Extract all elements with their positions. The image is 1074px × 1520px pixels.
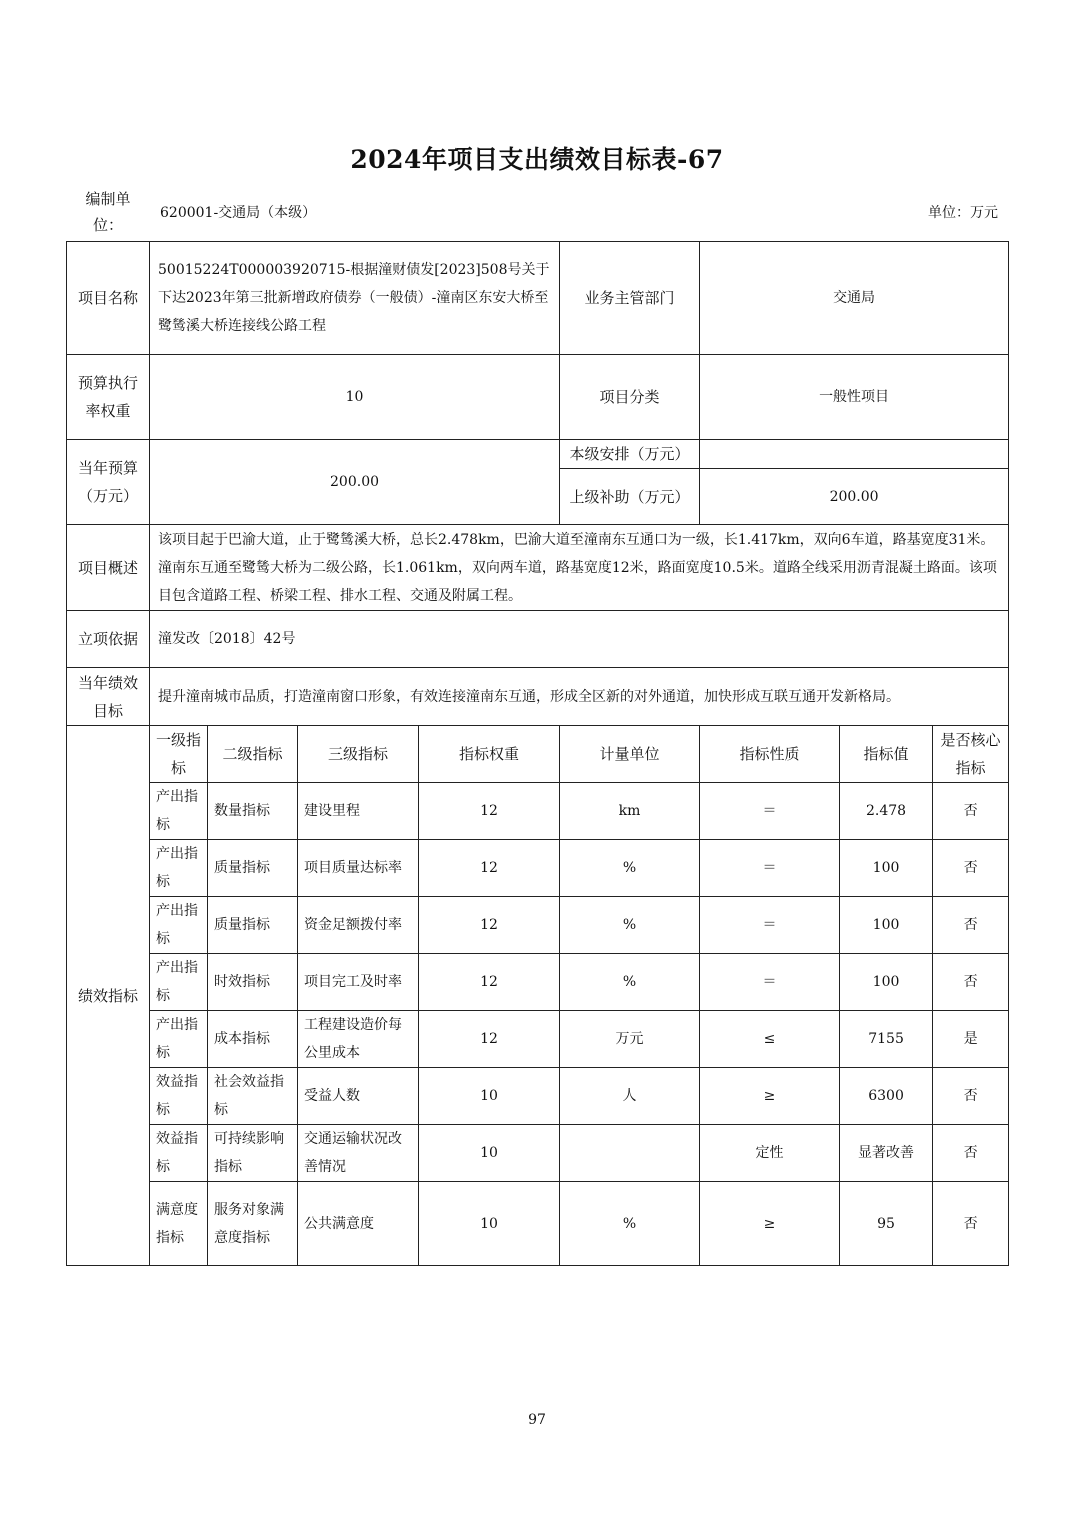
header-nature: 指标性质: [700, 726, 840, 783]
budget-label: 当年预算（万元）: [67, 440, 150, 525]
indicator-nature: ≥: [700, 1182, 840, 1266]
indicator-core: 否: [933, 783, 1009, 840]
org-value: 620001-交通局（本级）: [160, 205, 317, 221]
header-weight: 指标权重: [419, 726, 560, 783]
row-project-name: [67, 242, 1009, 355]
indicator-l2: 质量指标: [208, 897, 298, 954]
indicator-row: [67, 897, 1009, 954]
indicator-nature: 定性: [700, 1125, 840, 1182]
header-core: 是否核心指标: [933, 726, 1009, 783]
indicator-l3: 项目质量达标率: [298, 840, 419, 897]
indicator-weight: 10: [419, 1125, 560, 1182]
row-exec-weight: [67, 355, 1009, 440]
indicator-unit: %: [560, 897, 700, 954]
basis-value: 潼发改〔2018〕42号: [150, 611, 1009, 668]
local-label: 本级安排（万元）: [560, 440, 700, 469]
project-name-label: 项目名称: [67, 242, 150, 355]
indicator-weight: 10: [419, 1182, 560, 1266]
indicator-l3: 工程建设造价每公里成本: [298, 1011, 419, 1068]
performance-table: [66, 241, 1009, 1266]
indicator-unit: 人: [560, 1068, 700, 1125]
indicator-core: 否: [933, 1125, 1009, 1182]
unit-label: 单位：万元: [928, 205, 998, 221]
indicator-row: [67, 1068, 1009, 1125]
overview-value: 该项目起于巴渝大道，止于鹭鸶溪大桥，总长2.478km，巴渝大道至潼南东互通口为一级，长1.417km，双向6车道，路基宽度31米。潼南东互通至鹭鸶大桥为二级公路，长1.061km，双向两车道，路基宽度12米，路面宽度10.5米。道路全线采用沥青混凝土路面。该项目包含道路工程、桥梁工程、排水工程、交通及附属工程。: [150, 525, 1009, 611]
indicator-l1: 满意度指标: [150, 1182, 208, 1266]
indicator-l1: 产出指标: [150, 954, 208, 1011]
indicator-weight: 10: [419, 1068, 560, 1125]
indicator-nature: ≥: [700, 1068, 840, 1125]
indicator-value: 100: [840, 897, 933, 954]
indicator-weight: 12: [419, 783, 560, 840]
indicator-core: 否: [933, 840, 1009, 897]
indicator-weight: 12: [419, 897, 560, 954]
indicator-core: 是: [933, 1011, 1009, 1068]
indicator-l3: 受益人数: [298, 1068, 419, 1125]
indicator-weight: 12: [419, 954, 560, 1011]
indicator-l2: 社会效益指标: [208, 1068, 298, 1125]
indicator-unit: %: [560, 954, 700, 1011]
indicator-l1: 产出指标: [150, 897, 208, 954]
category-label: 项目分类: [560, 355, 700, 440]
indicator-core: 否: [933, 954, 1009, 1011]
indicator-nature: ＝: [700, 840, 840, 897]
indicator-unit: %: [560, 1182, 700, 1266]
exec-weight-label: 预算执行率权重: [67, 355, 150, 440]
indicator-core: 否: [933, 1182, 1009, 1266]
goal-value: 提升潼南城市品质，打造潼南窗口形象，有效连接潼南东互通，形成全区新的对外通道，加快形成互联互通开发新格局。: [150, 668, 1009, 726]
indicator-l2: 服务对象满意度指标: [208, 1182, 298, 1266]
indicator-l2: 时效指标: [208, 954, 298, 1011]
indicator-nature: ＝: [700, 897, 840, 954]
indicator-value: 100: [840, 954, 933, 1011]
indicator-row: [67, 783, 1009, 840]
indicator-l2: 质量指标: [208, 840, 298, 897]
indicators-label: 绩效指标: [67, 726, 150, 1266]
basis-label: 立项依据: [67, 611, 150, 668]
indicator-l3: 项目完工及时率: [298, 954, 419, 1011]
indicator-unit: %: [560, 840, 700, 897]
indicator-unit: 万元: [560, 1011, 700, 1068]
indicator-weight: 12: [419, 1011, 560, 1068]
org-label: 编制单位：: [85, 190, 131, 234]
row-basis: [67, 611, 1009, 668]
indicator-row: [67, 954, 1009, 1011]
header-l1: 一级指标: [150, 726, 208, 783]
project-name-value: 50015224T000003920715-根据潼财债发[2023]508号关于下达2023年第三批新增政府债券（一般债）-潼南区东安大桥至鹭鸶溪大桥连接线公路工程: [150, 242, 560, 355]
header-l2: 二级指标: [208, 726, 298, 783]
row-budget: [67, 440, 1009, 469]
indicator-row: [67, 1125, 1009, 1182]
indicator-l2: 可持续影响指标: [208, 1125, 298, 1182]
indicator-l3: 建设里程: [298, 783, 419, 840]
dept-value: 交通局: [700, 242, 1009, 355]
upper-value: 200.00: [700, 469, 1009, 525]
indicator-l3: 公共满意度: [298, 1182, 419, 1266]
indicator-l3: 资金足额拨付率: [298, 897, 419, 954]
indicator-row: [67, 1182, 1009, 1266]
indicator-l3: 交通运输状况改善情况: [298, 1125, 419, 1182]
indicator-l1: 产出指标: [150, 783, 208, 840]
indicator-l1: 产出指标: [150, 840, 208, 897]
indicator-value: 7155: [840, 1011, 933, 1068]
indicator-value: 显著改善: [840, 1125, 933, 1182]
indicator-unit: km: [560, 783, 700, 840]
indicator-value: 95: [840, 1182, 933, 1266]
header-unit: 计量单位: [560, 726, 700, 783]
indicator-l2: 成本指标: [208, 1011, 298, 1068]
indicator-row: [67, 1011, 1009, 1068]
indicator-core: 否: [933, 897, 1009, 954]
indicator-header-row: [67, 726, 1009, 783]
indicator-weight: 12: [419, 840, 560, 897]
header-value: 指标值: [840, 726, 933, 783]
indicator-l1: 效益指标: [150, 1125, 208, 1182]
page-number: 97: [528, 1412, 546, 1428]
local-value: [700, 440, 1009, 469]
indicator-l1: 产出指标: [150, 1011, 208, 1068]
indicator-l1: 效益指标: [150, 1068, 208, 1125]
row-goal: [67, 668, 1009, 726]
dept-label: 业务主管部门: [560, 242, 700, 355]
indicator-value: 100: [840, 840, 933, 897]
indicator-value: 2.478: [840, 783, 933, 840]
goal-label: 当年绩效目标: [67, 668, 150, 726]
indicator-value: 6300: [840, 1068, 933, 1125]
indicator-row: [67, 840, 1009, 897]
upper-label: 上级补助（万元）: [560, 469, 700, 525]
indicator-nature: ＝: [700, 954, 840, 1011]
overview-label: 项目概述: [67, 525, 150, 611]
indicator-nature: ＝: [700, 783, 840, 840]
indicator-unit: [560, 1125, 700, 1182]
budget-value: 200.00: [150, 440, 560, 525]
page-title: 2024年项目支出绩效目标表-67: [350, 145, 724, 174]
indicator-core: 否: [933, 1068, 1009, 1125]
category-value: 一般性项目: [700, 355, 1009, 440]
row-overview: [67, 525, 1009, 611]
header-l3: 三级指标: [298, 726, 419, 783]
indicator-l2: 数量指标: [208, 783, 298, 840]
indicator-nature: ≤: [700, 1011, 840, 1068]
exec-weight-value: 10: [150, 355, 560, 440]
